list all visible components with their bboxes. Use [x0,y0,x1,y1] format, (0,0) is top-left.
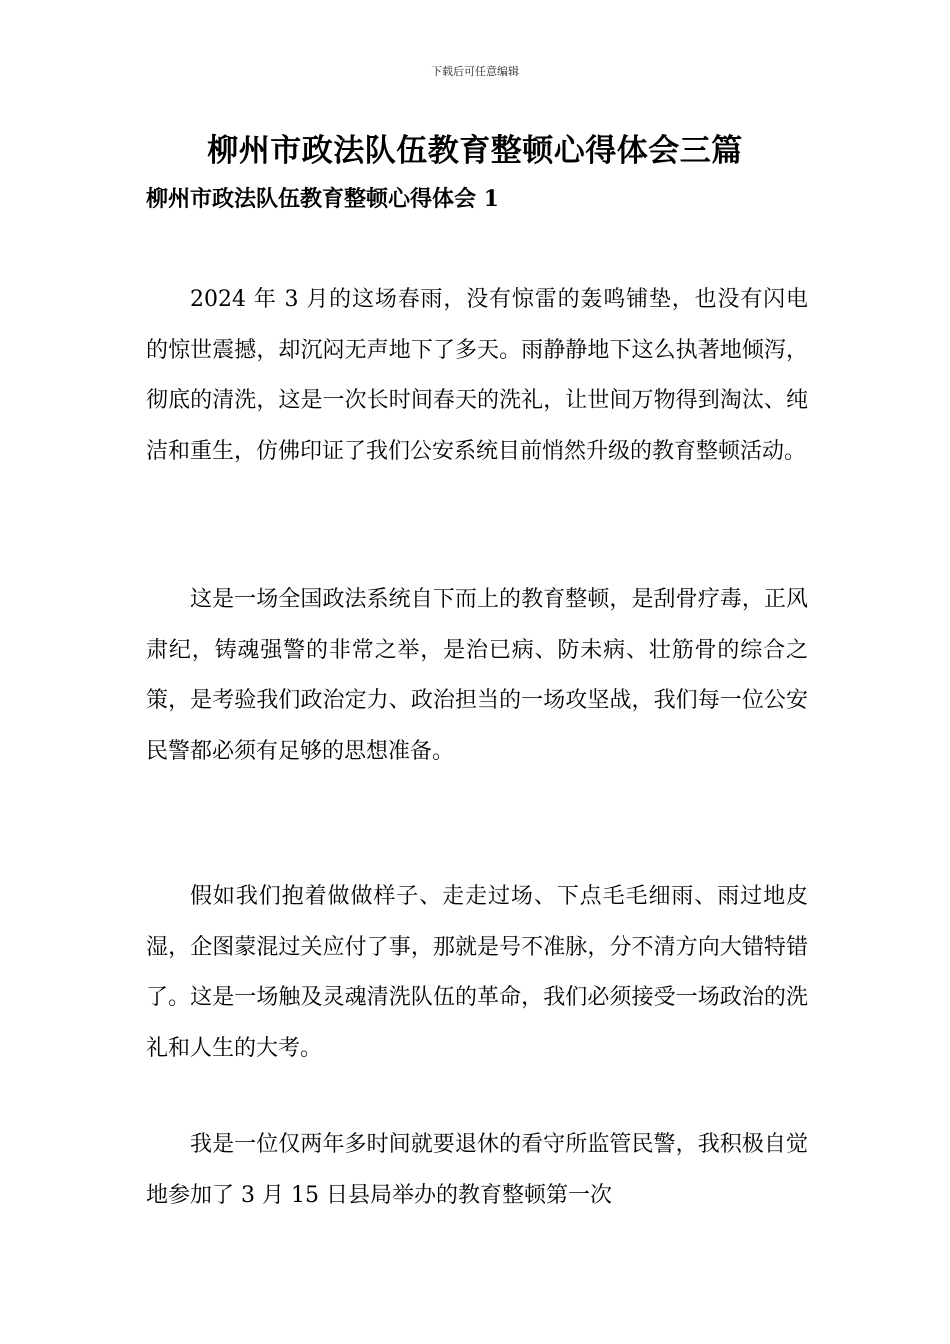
document-subtitle: 柳州市政法队伍教育整顿心得体会 1 [146,186,499,212]
body-paragraph-2: 这是一场全国政法系统自下而上的教育整顿，是刮骨疗毒，正风肃纪，铸魂强警的非常之举，是治已病、防未病、壮筋骨的综合之策，是考验我们政治定力、政治担当的一场攻坚战，我们每一位公安民警都必须有足够的思想准备。 [146,587,808,764]
document-title: 柳州市政法队伍教育整顿心得体会三篇 [207,133,743,169]
body-paragraph-3: 假如我们抱着做做样子、走走过场、下点毛毛细雨、雨过地皮湿，企图蒙混过关应付了事，那就是号不准脉，分不清方向大错特错了。这是一场触及灵魂清洗队伍的革命，我们必须接受一场政治的洗礼和人生的大考。 [146,884,808,1061]
page-header-note: 下载后可任意编辑 [431,65,519,78]
body-paragraph-4: 我是一位仅两年多时间就要退休的看守所监管民警，我积极自觉地参加了 3 月 15 日县局举办的教育整顿第一次 [146,1132,808,1208]
body-paragraph-1: 2024 年 3 月的这场春雨，没有惊雷的轰鸣铺垫，也没有闪电的惊世震撼，却沉闷无声地下了多天。雨静静地下这么执著地倾泻，彻底的清洗，这是一次长时间春天的洗礼，让世间万物得到淘汰、纯洁和重生，仿佛印证了我们公安系统目前悄然升级的教育整顿活动。 [146,287,808,464]
